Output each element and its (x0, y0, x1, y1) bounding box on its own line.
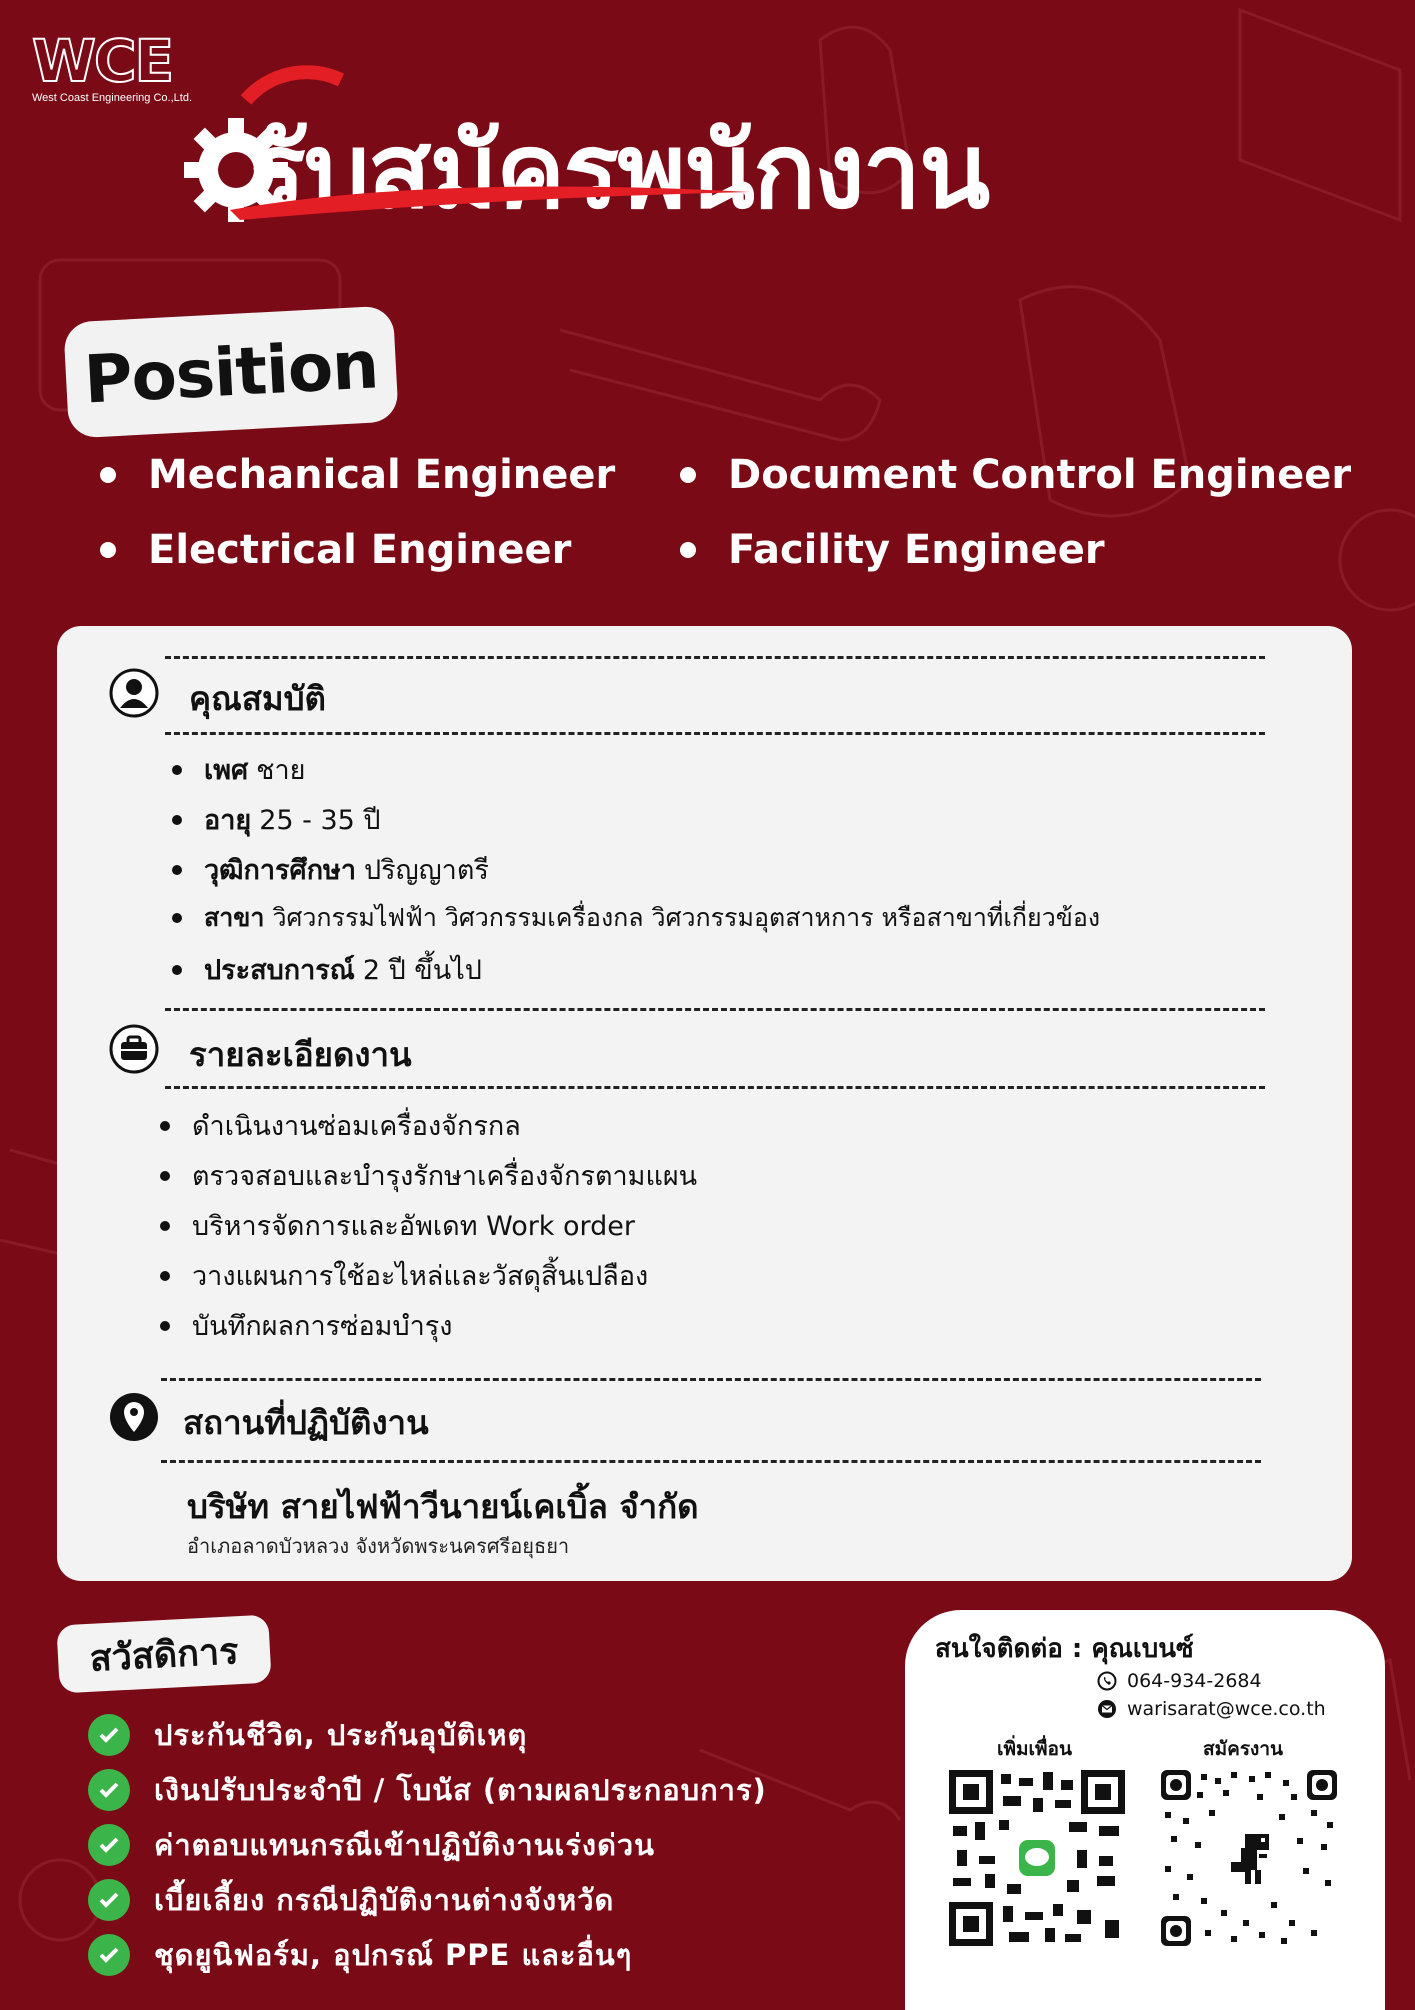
bullet (680, 467, 696, 483)
dashed-divider (165, 1008, 1265, 1011)
welfare-heading: สวัสดิการ (88, 1630, 240, 1680)
dashed-divider (161, 1460, 1261, 1463)
bullet (172, 965, 182, 975)
dashed-divider (165, 656, 1265, 659)
person-icon (109, 668, 159, 718)
logo-subtitle: West Coast Engineering Co.,Ltd. (32, 92, 192, 104)
bullet (160, 1121, 170, 1131)
position-item (100, 452, 615, 498)
welfare-item (88, 1822, 655, 1868)
company-name: บริษัท สายไฟฟ้าวีนายน์เคเบิ้ล จำกัด (187, 1487, 699, 1526)
job-detail-text: บันทึกผลการซ่อมบำรุง (192, 1311, 453, 1342)
qualification-item (172, 948, 482, 991)
check-icon (88, 1769, 130, 1811)
position-label: Mechanical Engineer (148, 452, 616, 498)
contact-title: สนใจติดต่อ : คุณเบนซ์ (935, 1634, 1194, 1664)
bullet (100, 467, 116, 483)
job-detail-item (160, 1304, 452, 1347)
info-card (57, 626, 1352, 1581)
position-item (680, 527, 1105, 573)
phone-number: 064-934-2684 (1127, 1670, 1262, 1692)
contact-email[interactable] (1097, 1698, 1326, 1720)
qr-apply-label: สมัครงาน (1203, 1738, 1283, 1760)
bullet (172, 815, 182, 825)
bullet (172, 765, 182, 775)
position-label: Document Control Engineer (728, 452, 1352, 498)
qualification-item (172, 898, 1100, 938)
qualification-label: สาขา (204, 903, 265, 932)
qr-line-label: เพิ่มเพื่อน (997, 1738, 1072, 1760)
qualification-item (172, 848, 489, 891)
qualification-item (172, 798, 381, 841)
qualification-item (172, 748, 305, 791)
position-item (100, 527, 571, 573)
welfare-item (88, 1877, 614, 1923)
position-heading: Position (82, 325, 380, 419)
job-detail-text: วางแผนการใช้อะไหล่และวัสดุสิ้นเปลือง (192, 1261, 649, 1292)
qualification-value: วิศวกรรมไฟฟ้า วิศวกรรมเครื่องกล วิศวกรรมอุตสาหการ หรือสาขาที่เกี่ยวข้อง (272, 903, 1101, 932)
dashed-divider (165, 1086, 1265, 1089)
job-detail-text: ดำเนินงานซ่อมเครื่องจักรกล (192, 1111, 521, 1142)
welfare-text: ประกันชีวิต, ประกันอุบัติเหตุ (154, 1718, 528, 1752)
check-icon (88, 1934, 130, 1976)
check-icon (88, 1879, 130, 1921)
bullet (680, 542, 696, 558)
position-item (680, 452, 1351, 498)
qualification-label: เพศ (204, 755, 249, 786)
welfare-heading-tag (56, 1614, 271, 1693)
email-address: warisarat@wce.co.th (1127, 1698, 1326, 1720)
bullet (172, 865, 182, 875)
qualification-label: อายุ (204, 805, 252, 836)
job-details-title: รายละเอียดงาน (189, 1035, 412, 1074)
headline-swoosh (230, 180, 750, 220)
qualification-value: ชาย (256, 755, 306, 786)
phone-icon (1097, 1671, 1117, 1691)
qualification-value: 25 - 35 ปี (259, 805, 381, 836)
welfare-item (88, 1767, 767, 1813)
bullet (172, 913, 182, 923)
contact-phone[interactable] (1097, 1670, 1262, 1692)
bullet (160, 1321, 170, 1331)
bullet (160, 1271, 170, 1281)
briefcase-icon (109, 1024, 159, 1074)
welfare-text: ค่าตอบแทนกรณีเข้าปฏิบัติงานเร่งด่วน (154, 1828, 656, 1862)
contact-panel (905, 1610, 1385, 2010)
qualifications-title: คุณสมบัติ (189, 679, 326, 718)
qualification-value: 2 ปี ขึ้นไป (362, 955, 482, 986)
welfare-text: ชุดยูนิฟอร์ม, อุปกรณ์ PPE และอื่นๆ (154, 1938, 633, 1972)
welfare-text: เบี้ยเลี้ยง กรณีปฏิบัติงานต่างจังหวัด (154, 1883, 615, 1917)
welfare-text: เงินปรับประจำปี / โบนัส (ตามผลประกอบการ) (154, 1773, 767, 1807)
job-detail-text: ตรวจสอบและบำรุงรักษาเครื่องจักรตามแผน (192, 1161, 698, 1192)
job-detail-item (160, 1154, 697, 1197)
line-qr-code[interactable] (949, 1770, 1125, 1946)
apply-qr-code[interactable] (1161, 1770, 1337, 1946)
job-detail-text: บริหารจัดการและอัพเดท Work order (192, 1211, 636, 1242)
job-detail-item (160, 1254, 648, 1297)
dashed-divider (165, 732, 1265, 735)
welfare-item (88, 1932, 632, 1978)
welfare-item (88, 1712, 527, 1758)
position-heading-tag (63, 305, 399, 438)
email-icon (1097, 1699, 1117, 1719)
logo-wordmark: WCE (32, 27, 173, 95)
bullet (160, 1221, 170, 1231)
qualification-value: ปริญญาตรี (364, 855, 489, 886)
company-address: อำเภอลาดบัวหลวง จังหวัดพระนครศรีอยุธยา (187, 1534, 570, 1558)
location-pin-icon (109, 1392, 159, 1442)
check-icon (88, 1714, 130, 1756)
headline: รับสมัครพนักงาน (250, 110, 989, 232)
job-detail-item (160, 1104, 521, 1147)
bullet (100, 542, 116, 558)
check-icon (88, 1824, 130, 1866)
qualification-label: วุฒิการศึกษา (204, 855, 357, 886)
workplace-title: สถานที่ปฏิบัติงาน (183, 1403, 429, 1442)
position-label: Electrical Engineer (148, 527, 572, 573)
position-label: Facility Engineer (728, 527, 1105, 573)
bullet (160, 1171, 170, 1181)
company-logo (32, 27, 192, 112)
qualification-label: ประสบการณ์ (204, 955, 355, 986)
dashed-divider (161, 1378, 1261, 1381)
job-detail-item (160, 1204, 635, 1247)
